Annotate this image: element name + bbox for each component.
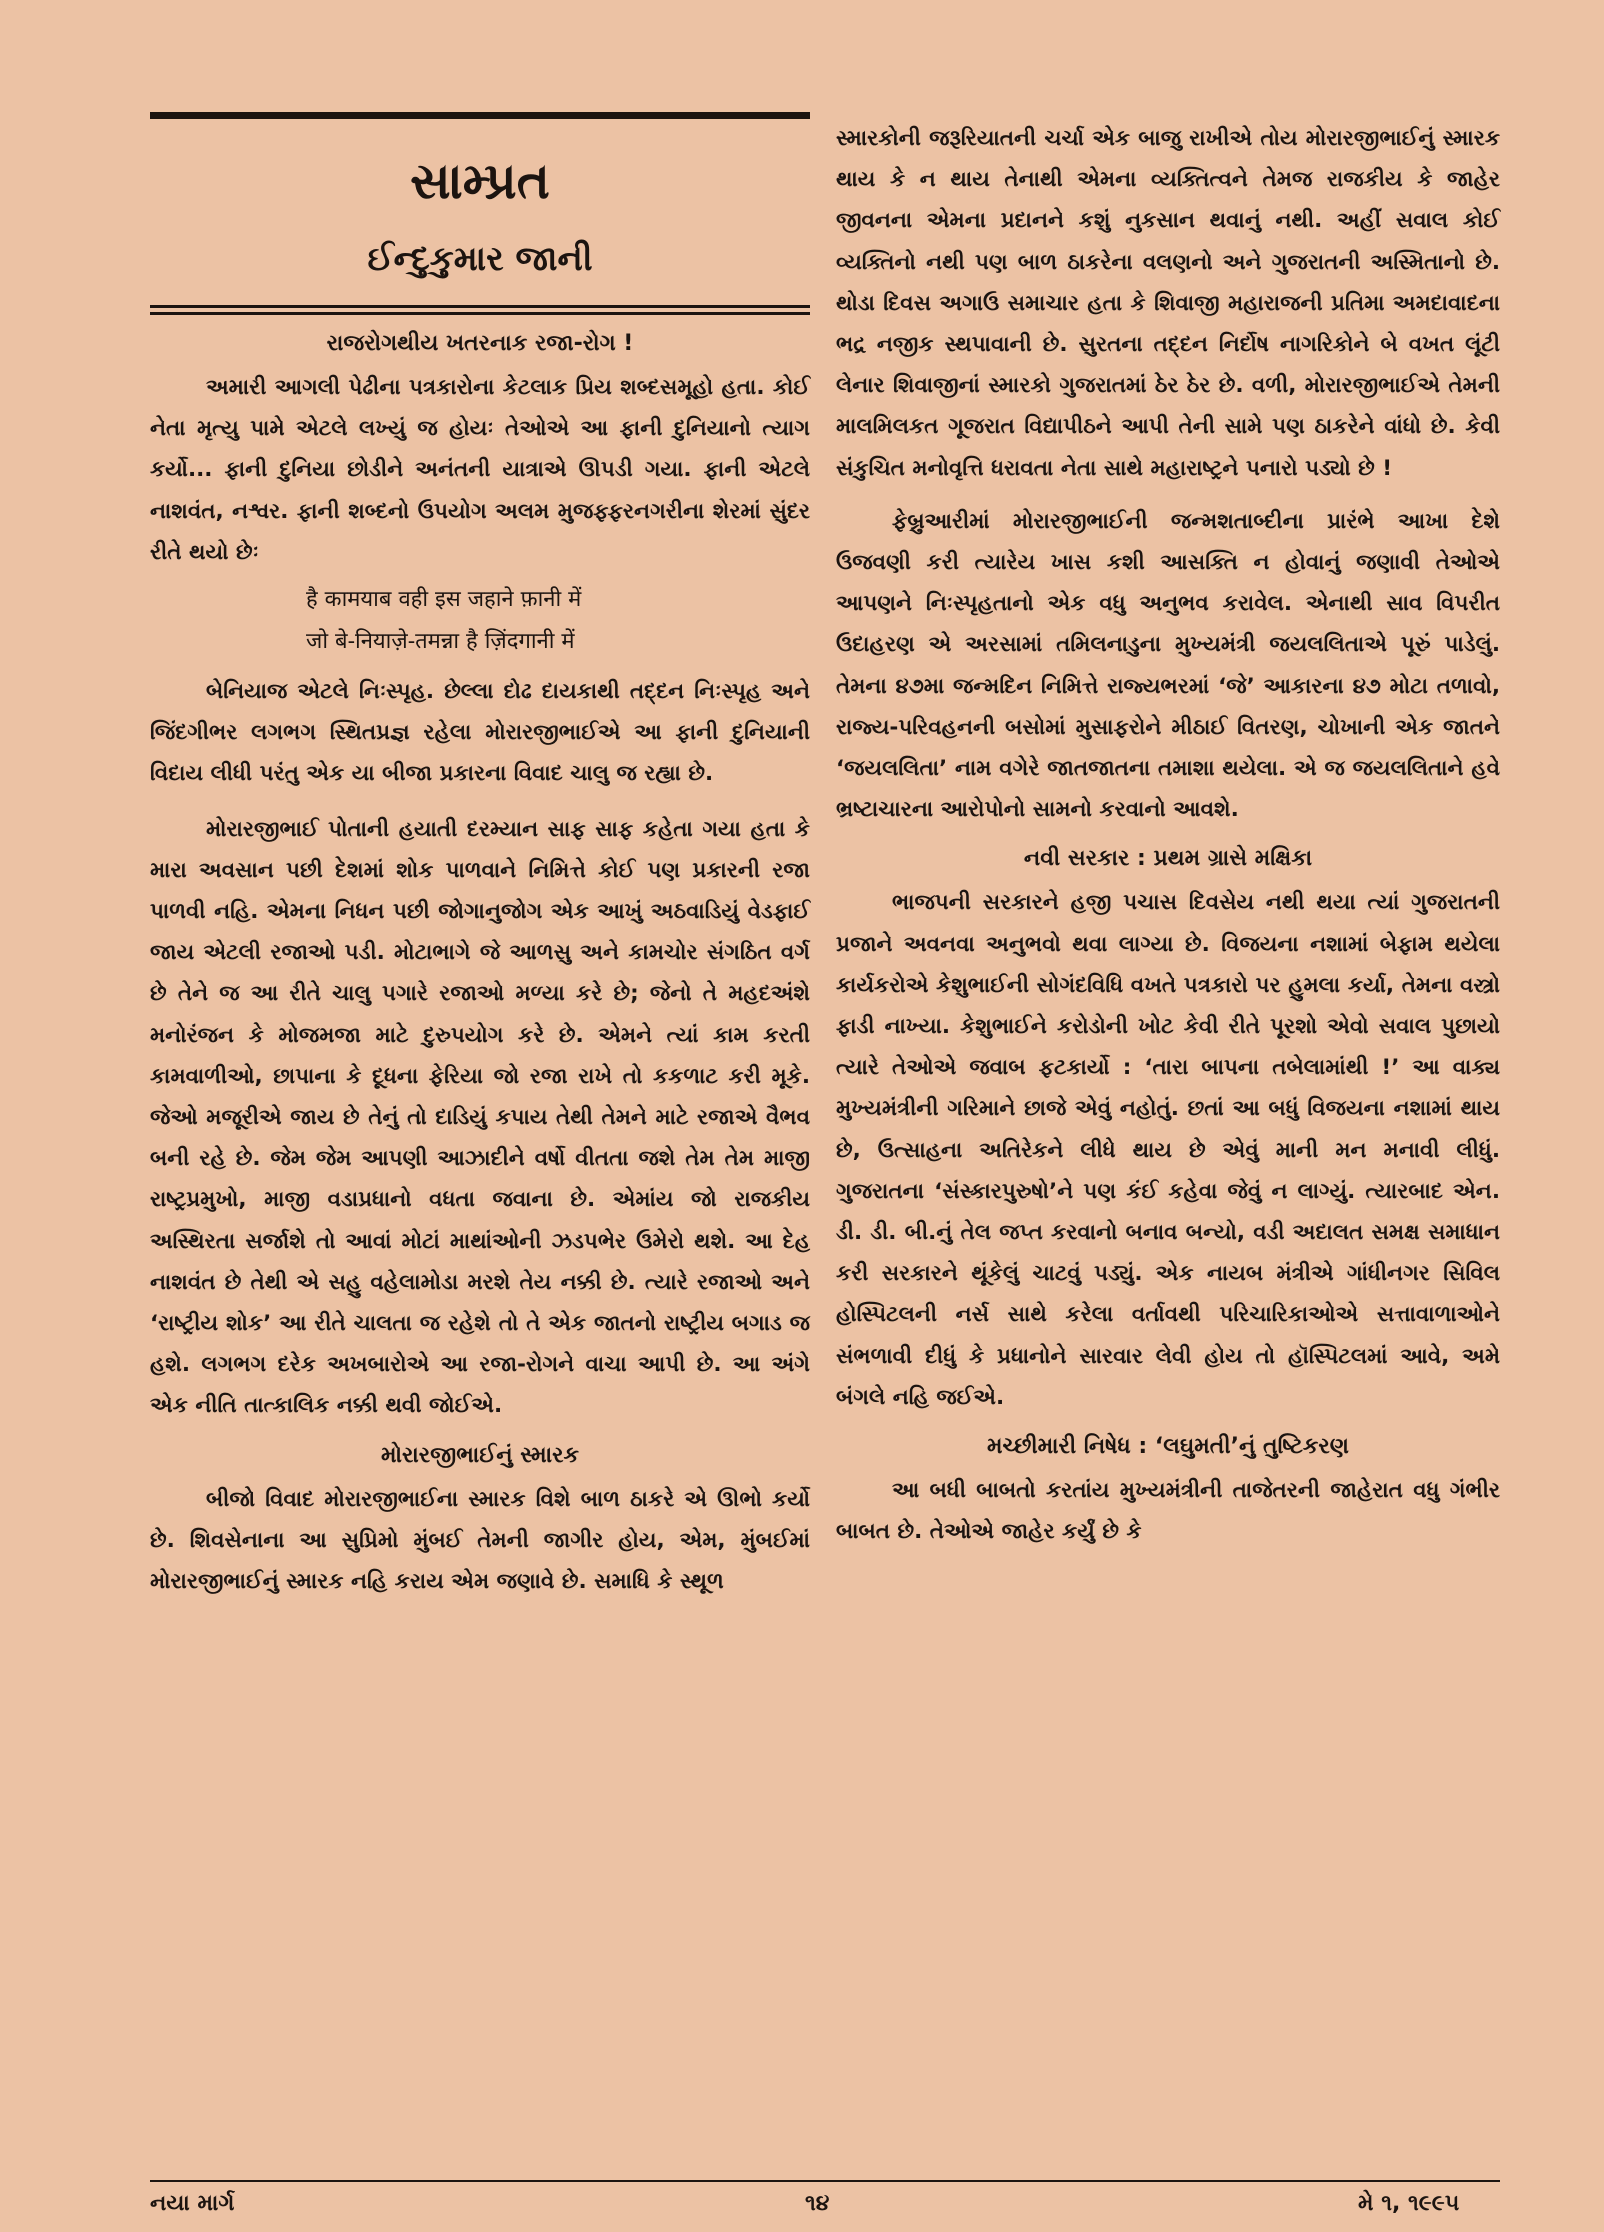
footer-rule [150,2180,1500,2182]
section-heading-holiday: રાજરોગથીય ખતરનાક રજા-રોગ ! [326,331,634,356]
paragraph: ફેબ્રુઆરીમાં મોરારજીભાઈની જન્મશતાબ્દીના પ્રારંભે આખા દેશે ઉજવણી કરી ત્યારેય ખાસ કશી આસક્તિ ન હોવાનું જણાવી તેઓએ આપણને નિઃસ્પૃહતાનો એક વધુ અનુભવ કરાવેલ. એનાથી સાવ વિપરીત ઉદાહરણ એ અરસામાં તમિલનાડુના મુખ્યમંત્રી જયલલિતાએ પૂરું પાડેલું. તેમના ૪૭મા જન્મદિન નિમિત્તે રાજ્યભરમાં ‘જે’ આકારના ૪૭ મોટા તળાવો, રાજ્ય-પરિવહનની બસોમાં મુસાફરોને મીઠાઈ વિતરણ, ચોખાની એક જાતને ‘જયલલિતા’ નામ વગેરે જાતજાતના તમાશા થયેલા. એ જ જયલલિતાને હવે ભ્રષ્ટાચારના આરોપોનો સામનો કરવાનો આવશે. [836,508,1500,823]
verse-line-1: है कामयाब वही इस जहाने फ़ानी में [306,587,582,613]
paragraph: મોરારજીભાઈ પોતાની હયાતી દરમ્યાન સાફ સાફ કહેતા ગયા હતા કે મારા અવસાન પછી દેશમાં શોક પાળવાને નિમિત્તે કોઈ પણ પ્રકારની રજા પાળવી નહિ. એમના નિધન પછી જોગાનુજોગ એક આખું અઠવાડિયું વેડફાઈ જાય એટલી રજાઓ પડી. મોટાભાગે જે આળસુ અને કામચોર સંગઠિત વર્ગ છે તેને જ આ રીતે ચાલુ પગારે રજાઓ મળ્યા કરે છે; જેનો તે મહદઅંશે મનોરંજન કે મોજમજા માટે દુરુપયોગ કરે છે. એમને ત્યાં કામ કરતી કામવાળીઓ, છાપાના કે દૂધના ફેરિયા જો રજા રાખે તો કકળાટ કરી મૂકે. જેઓ મજૂરીએ જાય છે તેનું તો દાડિયું કપાય તેથી તેમને માટે રજાએ વૈભવ બની રહે છે. જેમ જેમ આપણી આઝાદીને વર્ષો વીતતા જશે તેમ તેમ માજી રાષ્ટ્રપ્રમુખો, માજી વડાપ્રધાનો વધતા જવાના છે. એમાંય જો રાજકીય અસ્થિરતા સર્જાશે તો આવાં મોટાં માથાંઓની ઝડપભેર ઉમેરો થશે. આ દેહ નાશવંત છે તેથી એ સહુ વહેલામોડા મરશે તેય નક્કી છે. ત્યારે રજાઓ અને ‘રાષ્ટ્રીય શોક’ આ રીતે ચાલતા જ રહેશે તો તે એક જાતનો રાષ્ટ્રીય બગાડ જ હશે. લગભગ દરેક અખબારોએ આ રજા-રોગને વાચા આપી છે. આ અંગે એક નીતિ તાત્કાલિક નક્કી થવી જોઈએ. [150,816,810,1419]
masthead-rule-2 [150,312,810,315]
section-heading-memorial: મોરારજીભાઈનું સ્મારક [380,1442,579,1468]
paragraph-continued: સ્મારકોની જરૂરિયાતની ચર્ચા એક બાજુ રાખીએ તોય મોરારજીભાઈનું સ્મારક થાય કે ન થાય તેનાથી એમના વ્યક્તિત્વને તેમજ રાજકીય કે જાહેર જીવનના એમના પ્રદાનને કશું નુકસાન થવાનું નથી. અહીં સવાલ કોઈ વ્યક્તિનો નથી પણ બાળ ઠાકરેના વલણનો અને ગુજરાતની અસ્મિતાનો છે. થોડા દિવસ અગાઉ સમાચાર હતા કે શિવાજી મહારાજની પ્રતિમા અમદાવાદના ભદ્ર નજીક સ્થપાવાની છે. સુરતના તદ્દન નિર્દોષ નાગરિકોને બે વખત લૂંટી લેનાર શિવાજીનાં સ્મારકો ગુજરાતમાં ઠેર ઠેર છે. વળી, મોરારજીભાઈએ તેમની માલમિલકત ગૂજરાત વિદ્યાપીઠને આપી તેની સામે પણ ઠાકરેને વાંધો છે. કેવી સંકુચિત મનોવૃત્તિ ધરાવતા નેતા સાથે મહારાષ્ટ્રને પનારો પડ્યો છે ! [836,126,1500,481]
footer-page-number: ૧૪ [805,2191,830,2216]
section-heading-fishing-ban: મચ્છીમારી નિષેધ : ‘લઘુમતી’નું તુષ્ટિકરણ [987,1434,1349,1460]
column-title: સામ્પ્રત [410,152,550,210]
section-heading-new-government: નવી સરકાર : પ્રથમ ગ્રાસે મક્ષિકા [1023,846,1313,872]
left-column [150,112,810,1602]
masthead-top-rule [150,112,810,119]
footer-publication: નયા માર્ગ [150,2191,235,2216]
paragraph-gap [836,489,1500,501]
paragraph: ભાજપની સરકારને હજી પચાસ દિવસેય નથી થયા ત્યાં ગુજરાતની પ્રજાને અવનવા અનુભવો થવા લાગ્યા છે. વિજયના નશામાં બેફામ થયેલા કાર્યકરોએ કેશુભાઈની સોગંદવિધિ વખતે પત્રકારો પર હુમલા કર્યા, તેમના વસ્ત્રો ફાડી નાખ્યા. કેશુભાઈને કરોડોની ખોટ કેવી રીતે પૂરશો એવો સવાલ પુછાયો ત્યારે તેઓએ જવાબ ફટકાર્યો : ‘તારા બાપના તબેલામાંથી !’ આ વાક્ય મુખ્યમંત્રીની ગરિમાને છાજે એવું નહોતું. છતાં આ બધું વિજયના નશામાં થાય છે, ઉત્સાહના અતિરેકને લીધે થાય છે એવું માની મન મનાવી લીધું. ગુજરાતના ‘સંસ્કારપુરુષો’ને પણ કંઈ કહેવા જેવું ન લાગ્યું. ત્યારબાદ એન. ડી. ડી. બી.નું તેલ જપ્ત કરવાનો બનાવ બન્યો, વડી અદાલત સમક્ષ સમાધાન કરી સરકારને થૂંકેલું ચાટવું પડ્યું. એક નાયબ મંત્રીએ ગાંધીનગર સિવિલ હોસ્પિટલની નર્સ સાથે કરેલા વર્તાવથી પરિચારિકાઓએ સત્તાવાળાઓને સંભળાવી દીધું કે પ્રધાનોને સારવાર લેવી હોય તો હૉસ્પિટલમાં આવે, અમે બંગલે નહિ જઈએ. [836,890,1500,1410]
paragraph: બીજો વિવાદ મોરારજીભાઈના સ્મારક વિશે બાળ ઠાકરે એ ઊભો કર્યો છે. શિવસેનાના આ સુપ્રિમો મુંબઈ તેમની જાગીર હોય, એમ, મુંબઈમાં મોરારજીભાઈનું સ્મારક નહિ કરાય એમ જણાવે છે. સમાધિ કે સ્થૂળ [150,1486,810,1595]
right-column [836,118,1500,1553]
paragraph-gap [150,795,810,809]
author-name: ઈન્દુકુમાર જાની [367,239,593,279]
verse-line-2: जो बे-नियाज़े-तमन्ना है ज़िंदगानी में [306,629,575,655]
paragraph: આ બધી બાબતો કરતાંય મુખ્યમંત્રીની તાજેતરની જાહેરાત વધુ ગંભીર બાબત છે. તેઓએ જાહેર કર્યું છે કે [836,1478,1500,1545]
paragraph: બેનિયાજ એટલે નિઃસ્પૃહ. છેલ્લા દોઢ દાયકાથી તદ્દન નિઃસ્પૃહ અને જિંદગીભર લગભગ સ્થિતપ્રજ્ઞ રહેલા મોરારજીભાઈએ આ ફાની દુનિયાની વિદાય લીધી પરંતુ એક યા બીજા પ્રકારના વિવાદ ચાલુ જ રહ્યા છે. [150,679,810,787]
paragraph: અમારી આગલી પેઢીના પત્રકારોના કેટલાક પ્રિય શબ્દસમૂહો હતા. કોઈ નેતા મૃત્યુ પામે એટલે લખ્યું જ હોયઃ તેઓએ આ ફાની દુનિયાનો ત્યાગ કર્યો... ફાની દુનિયા છોડીને અનંતની યાત્રાએ ઊપડી ગયા. ફાની એટલે નાશવંત, નશ્વર. ફાની શબ્દનો ઉપયોગ અલમ મુજફ્ફરનગરીના શેરમાં સુંદર રીતે થયો છેઃ [150,375,810,565]
footer-date: મે ૧, ૧૯૯૫ [1358,2191,1460,2216]
